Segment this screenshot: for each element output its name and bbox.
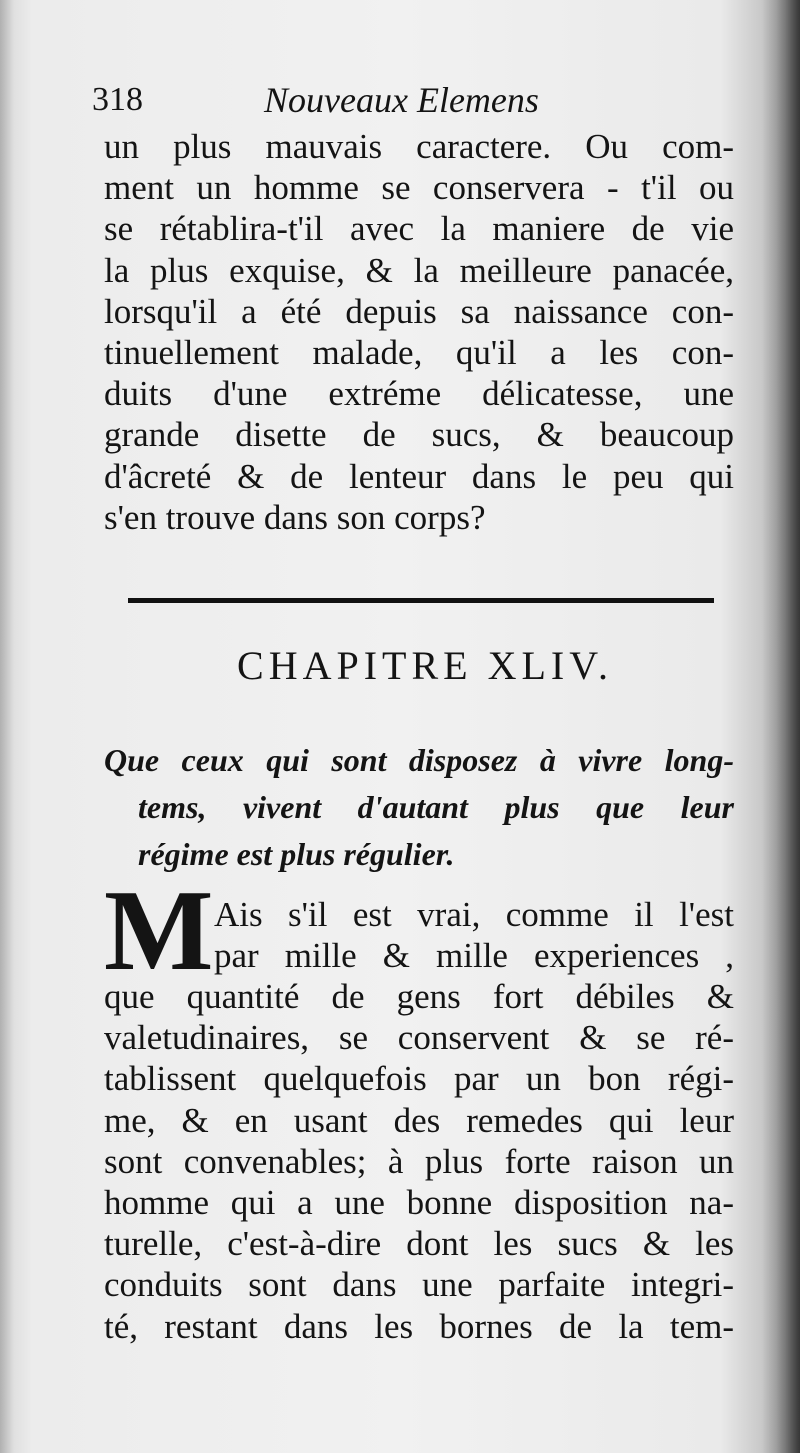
text-line: duits d'une extréme délicatesse, une: [104, 374, 734, 414]
text-line: ment un homme se conservera - t'il ou: [104, 168, 734, 208]
text-line: la plus exquise, & la meilleure panacée,: [104, 250, 734, 290]
text-line: lorsqu'il a été depuis sa naissance con-: [104, 291, 734, 331]
text-line: s'en trouve dans son corps?: [104, 497, 486, 537]
chapter-divider-rule: [128, 598, 714, 603]
summary-line: Que ceux qui sont disposez à vivre long-: [104, 742, 734, 778]
text-line: té, restant dans les bornes de la tem-: [104, 1306, 734, 1346]
text-line: tablissent quelquefois par un bon régi-: [104, 1059, 734, 1099]
text-line: sont convenables; à plus forte raison un: [104, 1141, 734, 1181]
continued-paragraph: [104, 126, 734, 538]
text-line: tinuellement malade, qu'il a les con-: [104, 333, 734, 373]
text-line: un plus mauvais caractere. Ou com-: [104, 127, 734, 166]
chapter-summary: [104, 737, 734, 878]
text-line: d'âcreté & de lenteur dans le peu qui: [104, 456, 734, 496]
text-line: valetudinaires, se conservent & se ré-: [104, 1018, 734, 1058]
page-number: 318: [92, 81, 143, 118]
text-line: Ais s'il est vrai, comme il l'est: [214, 895, 734, 934]
text-line: que quantité de gens fort débiles &: [104, 977, 734, 1016]
text-line: se rétablira-t'il avec la maniere de vie: [104, 209, 734, 249]
drop-cap: M: [104, 867, 214, 995]
main-paragraph: [104, 976, 734, 1347]
text-line: conduits sont dans une parfaite integri-: [104, 1265, 734, 1305]
text-line: par mille & mille experiences ,: [214, 936, 734, 976]
text-line: homme qui a une bonne disposition na-: [104, 1183, 734, 1223]
summary-line: tems, vivent d'autant plus que leur: [138, 789, 734, 825]
text-line: grande disette de sucs, & beaucoup: [104, 415, 734, 455]
text-line: me, & en usant des remedes qui leur: [104, 1100, 734, 1140]
drop-cap-adjacent-lines: [214, 894, 734, 976]
chapter-heading: CHAPITRE XLIV.: [237, 643, 613, 688]
summary-line: régime est plus régulier.: [138, 836, 455, 872]
page-spine-shadow: [762, 0, 800, 1453]
running-head: [92, 78, 692, 122]
text-line: turelle, c'est-à-dire dont les sucs & les: [104, 1224, 734, 1264]
page-left-edge-shadow: [0, 0, 14, 1453]
running-title: Nouveaux Elemens: [264, 80, 539, 120]
